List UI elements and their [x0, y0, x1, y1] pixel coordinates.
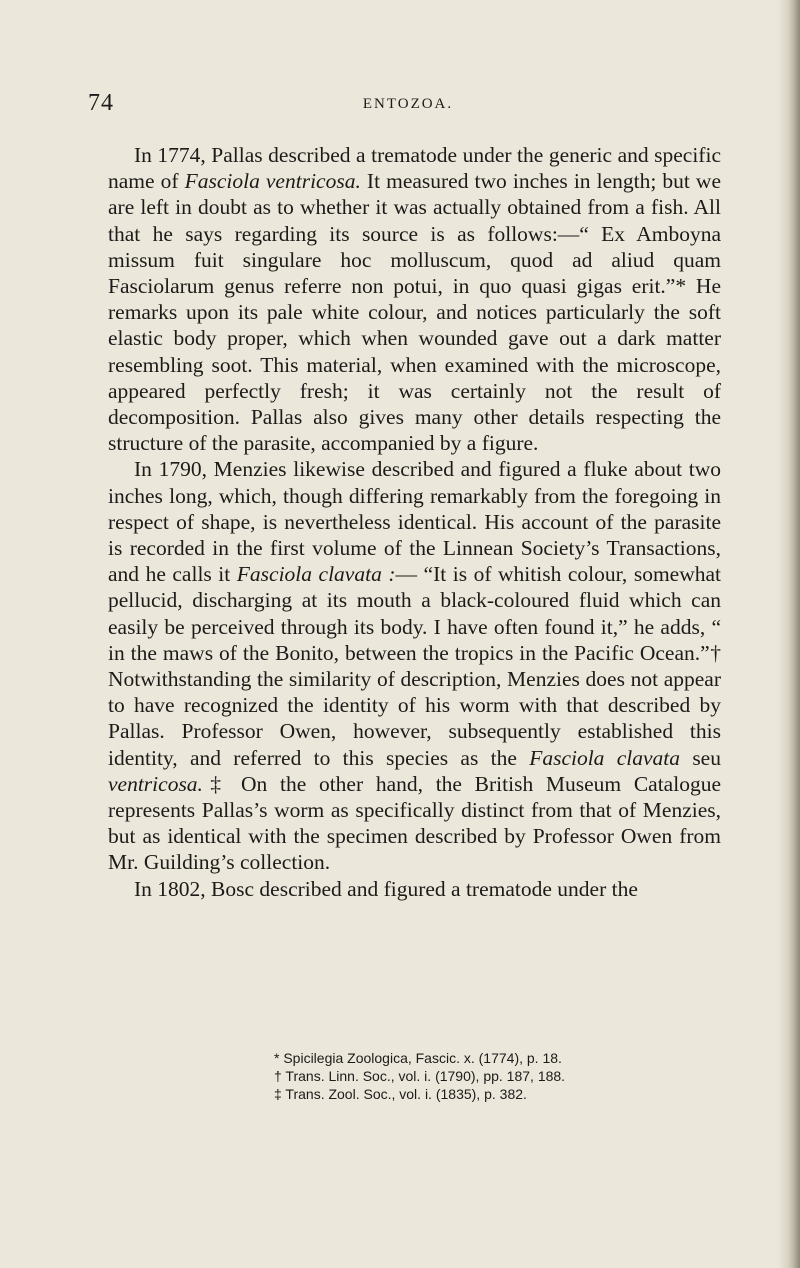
italic-text: Fasciola clavata: [529, 745, 681, 770]
running-head: ENTOZOA.: [362, 96, 454, 112]
footnotes: [108, 1049, 721, 1103]
text-run: It measured two inches in length; but we are left in doubt as to whether it was actually obtained from a fish. All that he says regarding its source is as follows:—“ Ex Amboyna missum fuit singulare hoc molluscum, quod ad aliud quam Fasciolarum genus referre non potui, in quo quasi gigas erit.”* He remarks upon its pale white colour, and notices particularly the soft elastic body proper, which when wounded gave out a dark matter resembling soot. This material, when examined with the microscope, appeared perfectly fresh; it was certainly not the result of decomposition. Pallas also gives many other details respecting the structure of the parasite, accompanied by a figure.: [108, 169, 721, 456]
text-run: seu: [680, 745, 721, 770]
italic-text: Fasciola clavata :: [236, 562, 396, 587]
footnote: * Spicilegia Zoologica, Fascic. x. (1774), p. 18.: [274, 1050, 562, 1066]
paragraph: [108, 876, 721, 902]
text-run: In 1790, Menzies likewise described and figured a fluke about two inches long, which, though differing remarkably from the foregoing in respect of shape, is nevertheless identical. His account of the parasite is recorded in the first volume of the Linnean Society’s Transactions, and he calls it: [108, 457, 721, 587]
body-text: [108, 142, 721, 902]
text-run: In 1802, Bosc described and figured a trematode under the: [134, 876, 638, 901]
page-edge-shadow: [778, 0, 800, 1268]
text-run: In 1774, Pallas described a trematode under the generic and specific name of: [108, 143, 721, 194]
paragraph: [108, 142, 721, 456]
footnote: ‡ Trans. Zool. Soc., vol. i. (1835), p. 382.: [274, 1086, 527, 1102]
footnote: † Trans. Linn. Soc., vol. i. (1790), pp. 187, 188.: [274, 1068, 566, 1084]
page-number: 74: [88, 90, 114, 116]
page-header: [88, 90, 728, 120]
italic-text: Fasciola ventricosa.: [184, 169, 361, 194]
text-run: — “It is of whitish colour, somewhat pellucid, discharging at its mouth a black-coloured fluid which can easily be perceived through its body. I have often found it,” he adds, “ in the maws of the Bonito, between the tropics in the Pacific Ocean.”† Notwithstanding the similarity of description, Menzies does not appear to have recognized the identity of his worm with that described by Pallas. Professor Owen, however, subsequently established this identity, and referred to this species as the: [108, 562, 722, 770]
paragraph: [108, 456, 721, 875]
italic-text: ventricosa.: [108, 771, 203, 796]
text-run: ‡ On the other hand, the British Museum Catalogue represents Pallas’s worm as specifically distinct from that of Menzies, but as identical with the specimen described by Professor Owen from Mr. Guilding’s collection.: [108, 771, 721, 875]
